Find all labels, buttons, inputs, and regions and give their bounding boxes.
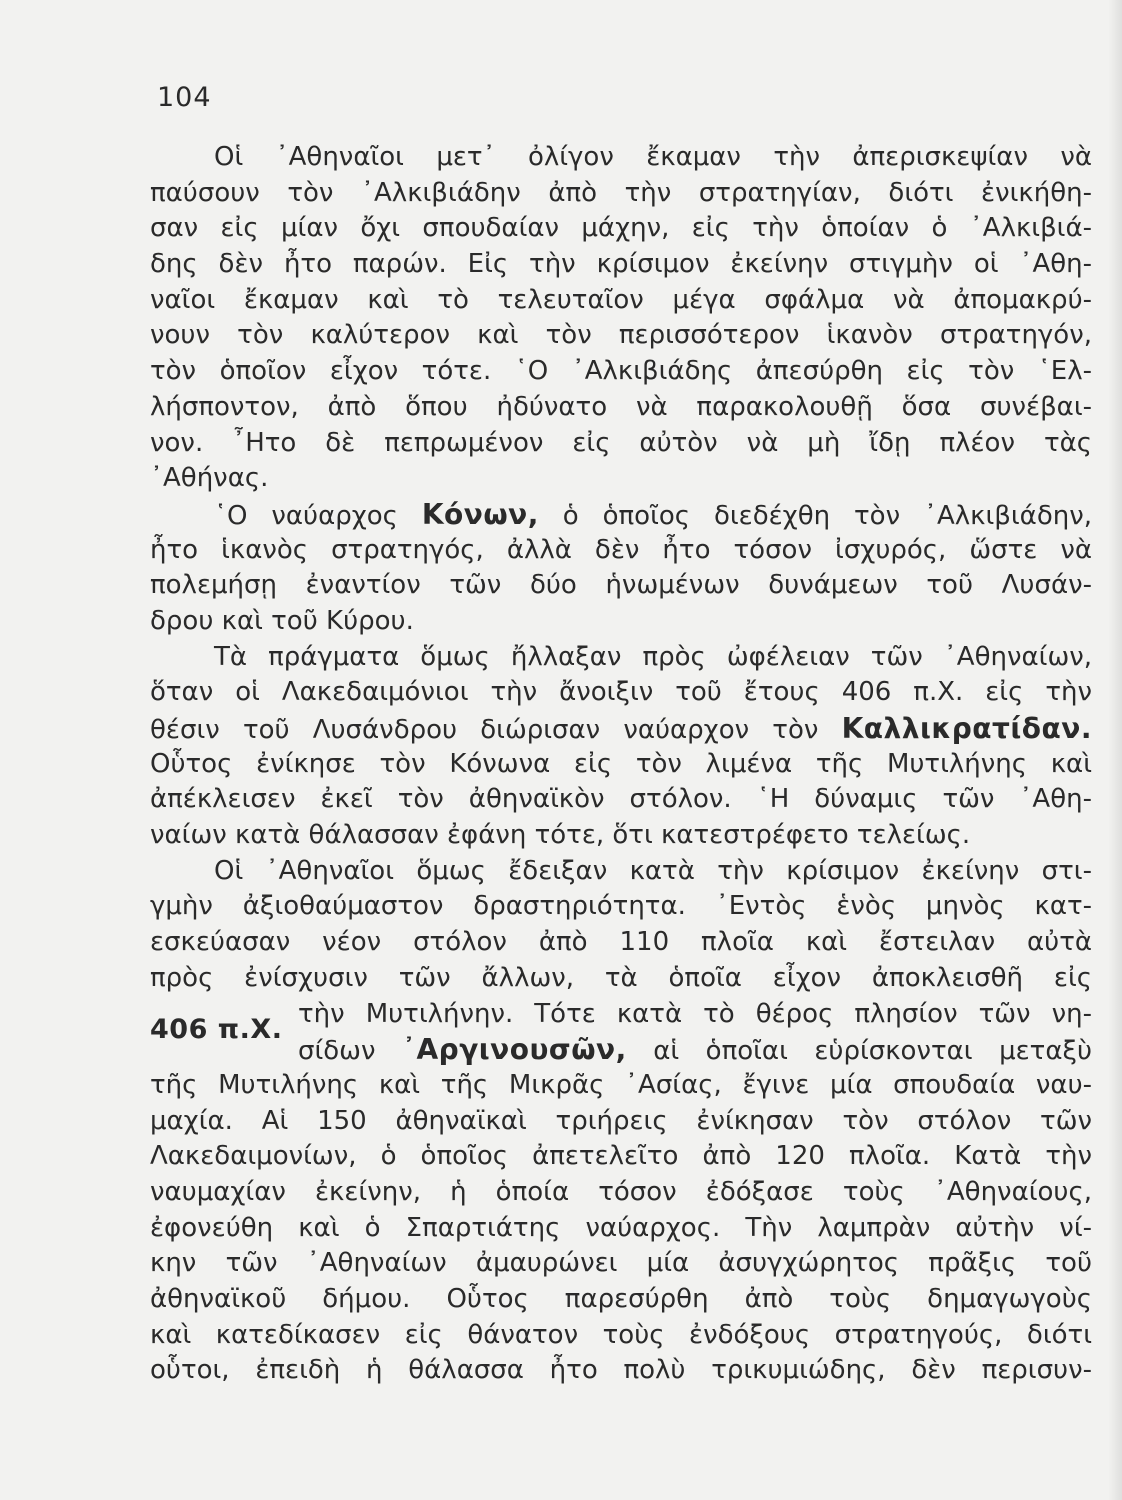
text-run: αἱ ὁποῖαι εὑρίσκονται μεταξὺ: [626, 1036, 1092, 1067]
text-line: Οἱ ᾽Αθηναῖοι ὅμως ἔδειξαν κατὰ τὴν κρίσιμον ἐκείνην στι-: [214, 855, 1092, 886]
text-line: μαχία. Αἱ 150 ἀθηναϊκαὶ τριήρεις ἐνίκησαν τὸν στόλον τῶν: [150, 1105, 1092, 1136]
text-line: νουν τὸν καλύτερον καὶ τὸν περισσότερον ἱκανὸν στρατηγόν,: [150, 320, 1092, 351]
text-line: ἐφονεύθη καὶ ὁ Σπαρτιάτης ναύαρχος. Τὴν λαμπρὰν αὐτὴν νί-: [150, 1212, 1092, 1243]
text-line: ὅταν οἱ Λακεδαιμόνιοι τὴν ἄνοιξιν τοῦ ἔτους 406 π.Χ. εἰς τὴν: [150, 677, 1092, 708]
text-line: ναῖοι ἔκαμαν καὶ τὸ τελευταῖον μέγα σφάλμα νὰ ἀπομακρύ-: [150, 284, 1092, 315]
text-line: Λακεδαιμονίων, ὁ ὁποῖος ἀπετελεῖτο ἀπὸ 120 πλοῖα. Κατὰ τὴν: [150, 1141, 1092, 1172]
text-line: [150, 497, 1092, 533]
text-line: ᾽Αθήνας.: [150, 463, 269, 494]
text-run: θέσιν τοῦ Λυσάνδρου διώρισαν ναύαρχον τὸν: [150, 715, 842, 745]
text-line: ἀπέκλεισεν ἐκεῖ τὸν ἀθηναϊκὸν στόλον. ῾Η δύναμις τῶν ᾽Αθη-: [150, 784, 1092, 815]
emphasis-arginousai: ᾽Αργινουσῶν,: [401, 1033, 627, 1067]
text-run: ὁ ὁποῖος διεδέχθη τὸν ᾽Αλκιβιάδην,: [538, 500, 1092, 531]
text-line: κην τῶν ᾽Αθηναίων ἀμαυρώνει μία ἀσυγχώρητος πρᾶξις τοῦ: [150, 1248, 1092, 1279]
text-line: ἦτο ἱκανὸς στρατηγός, ἀλλὰ δὲν ἦτο τόσον ἰσχυρός, ὥστε νὰ: [150, 534, 1092, 565]
text-line: καὶ κατεδίκασεν εἰς θάνατον τοὺς ἐνδόξους στρατηγούς, διότι: [150, 1319, 1092, 1350]
text-line: τὸν ὁποῖον εἶχον τότε. ῾Ο ᾽Αλκιβιάδης ἀπεσύρθη εἰς τὸν ῾Ελ-: [150, 356, 1092, 387]
text-line: Οἱ ᾽Αθηναῖοι μετ᾽ ὀλίγον ἔκαμαν τὴν ἀπερισκεψίαν νὰ: [214, 142, 1092, 172]
text-line: γμὴν ἀξιοθαύμαστον δραστηριότητα. ᾽Εντὸς ἑνὸς μηνὸς κατ-: [150, 891, 1092, 922]
text-line: [150, 711, 1092, 747]
text-line: τῆς Μυτιλήνης καὶ τῆς Μικρᾶς ᾽Ασίας, ἔγινε μία σπουδαία ναυ-: [150, 1069, 1092, 1100]
text-line: [150, 1032, 1092, 1068]
text-line: σαν εἰς μίαν ὄχι σπουδαίαν μάχην, εἰς τὴν ὁποίαν ὁ ᾽Αλκιβιά-: [150, 213, 1092, 244]
text-line: παύσουν τὸν ᾽Αλκιβιάδην ἀπὸ τὴν στρατηγίαν, διότι ἐνικήθη-: [150, 177, 1092, 208]
text-run: σίδων: [298, 1036, 402, 1067]
text-line: ναίων κατὰ θάλασσαν ἐφάνη τότε, ὅτι κατεστρέφετο τελείως.: [150, 820, 971, 851]
page-edge-shadow: [1108, 0, 1122, 1500]
text-line: πρὸς ἐνίσχυσιν τῶν ἄλλων, τὰ ὁποῖα εἶχον ἀποκλεισθῆ εἰς: [150, 962, 1092, 993]
text-run: ῾Ο ναύαρχος: [214, 500, 422, 531]
page-number: 104: [157, 82, 212, 113]
text-line: οὗτοι, ἐπειδὴ ἡ θάλασσα ἦτο πολὺ τρικυμιώδης, δὲν περισυν-: [150, 1355, 1092, 1386]
text-line: δης δὲν ἦτο παρών. Εἰς τὴν κρίσιμον ἐκείνην στιγμὴν οἱ ᾽Αθη-: [150, 249, 1092, 280]
text-line: ναυμαχίαν ἐκείνην, ἡ ὁποία τόσον ἐδόξασε τοὺς ᾽Αθηναίους,: [150, 1176, 1092, 1207]
text-line: λήσποντον, ἀπὸ ὅπου ἠδύνατο νὰ παρακολουθῇ ὅσα συνέβαι-: [150, 391, 1092, 422]
text-line: ἀθηναϊκοῦ δήμου. Οὗτος παρεσύρθη ἀπὸ τοὺς δημαγωγοὺς: [150, 1284, 1092, 1314]
text-line: εσκεύασαν νέον στόλον ἀπὸ 110 πλοῖα καὶ ἔστειλαν αὐτὰ: [150, 927, 1092, 958]
text-line: δρου καὶ τοῦ Κύρου.: [150, 605, 414, 636]
margin-date-note: 406 π.Χ.: [150, 1014, 283, 1045]
text-line: Τὰ πράγματα ὅμως ἤλλαξαν πρὸς ὠφέλειαν τῶν ᾽Αθηναίων,: [214, 641, 1092, 672]
emphasis-kallikratidas: Καλλικρατίδαν.: [841, 712, 1092, 745]
text-line: Οὗτος ἐνίκησε τὸν Κόνωνα εἰς τὸν λιμένα τῆς Μυτιλήνης καὶ: [150, 748, 1092, 779]
body-text: [150, 140, 1092, 1389]
emphasis-konon: Κόνων,: [421, 497, 539, 531]
text-line: τὴν Μυτιλήνην. Τότε κατὰ τὸ θέρος πλησίον τῶν νη-: [298, 998, 1092, 1029]
text-line: νον. ῏Ητο δὲ πεπρωμένον εἰς αὐτὸν νὰ μὴ ἴδῃ πλέον τὰς: [150, 427, 1092, 458]
text-line: πολεμήσῃ ἐναντίον τῶν δύο ἡνωμένων δυνάμεων τοῦ Λυσάν-: [150, 570, 1092, 601]
